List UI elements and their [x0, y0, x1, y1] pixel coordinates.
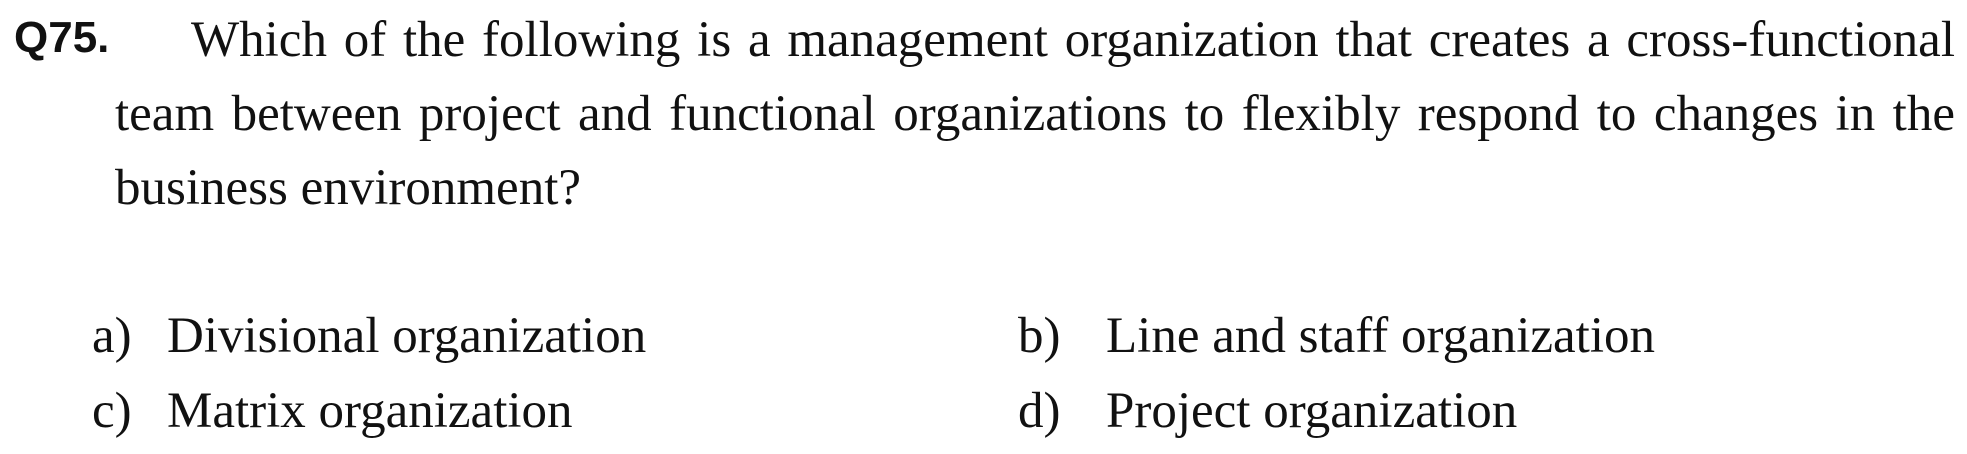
- option-d: [1018, 381, 1517, 441]
- option-text: Project organization: [1106, 383, 1518, 439]
- option-text: Line and staff organization: [1106, 308, 1656, 364]
- option-letter: d): [1018, 383, 1061, 439]
- option-text: Divisional organization: [167, 308, 647, 364]
- option-a: [92, 306, 646, 366]
- option-letter: a): [92, 308, 132, 364]
- option-letter: c): [92, 383, 132, 439]
- option-c: [92, 381, 573, 441]
- question-text: Which of the following is a management organization that creates a cross-functional team between project and functional organizations to flexibly respond to changes in the business environment?: [115, 12, 1955, 216]
- option-letter: b): [1018, 308, 1061, 364]
- question-number: Q75.: [14, 13, 110, 62]
- option-text: Matrix organization: [167, 383, 573, 439]
- option-b: [1018, 306, 1655, 366]
